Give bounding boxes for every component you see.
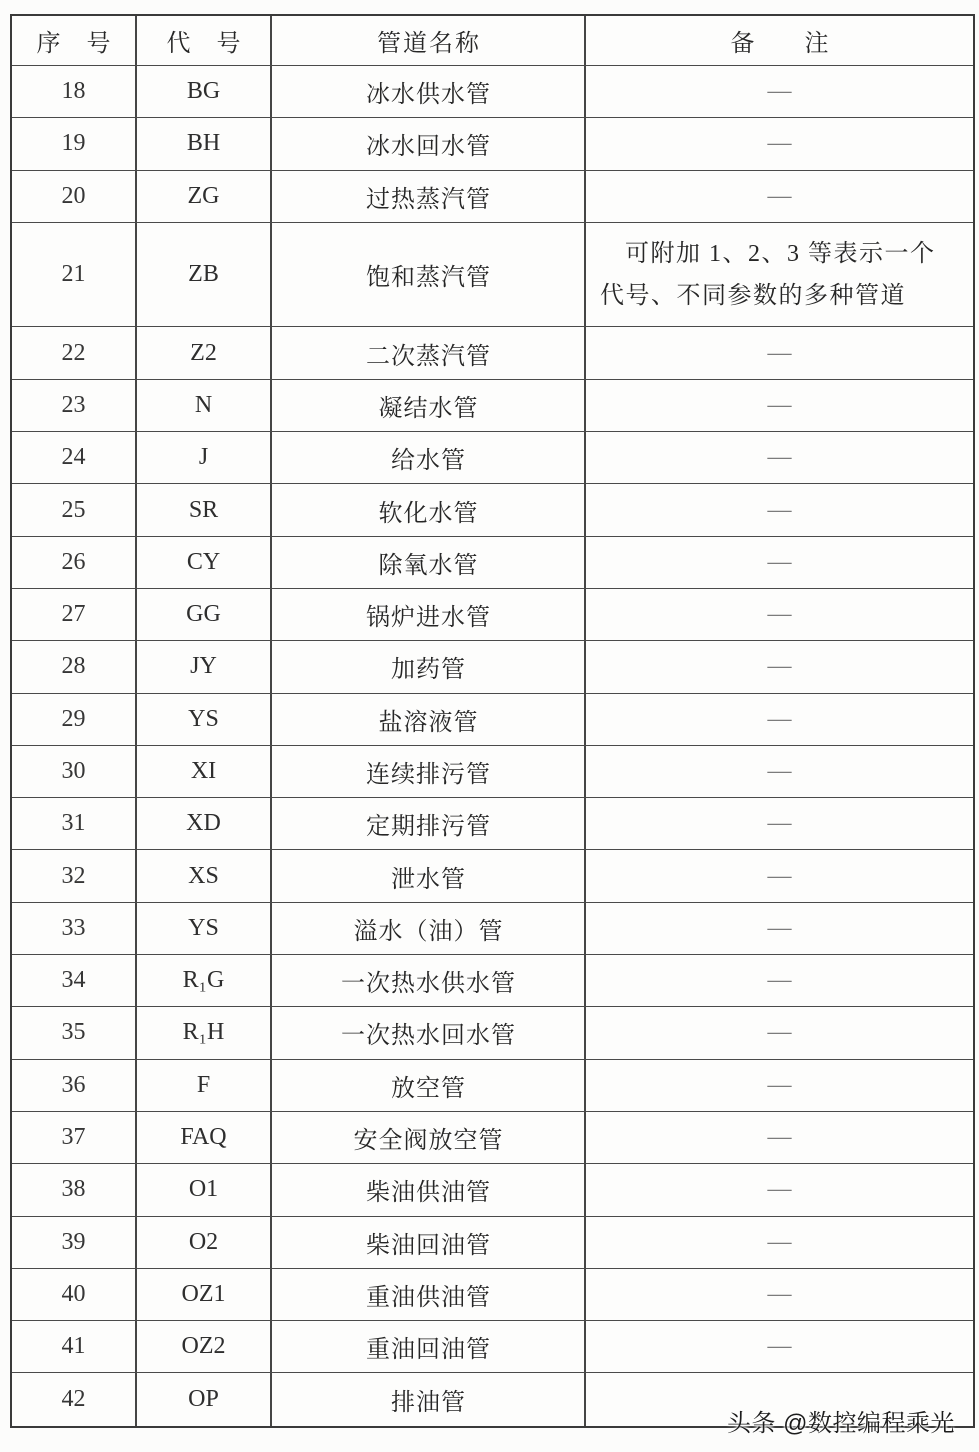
table-row <box>12 694 973 746</box>
remark: — <box>767 78 792 105</box>
remark: — <box>767 444 792 471</box>
row-number: 32 <box>12 850 137 901</box>
remark: — <box>767 914 792 941</box>
pipe-name: 盐溶液管 <box>272 694 586 745</box>
row-number: 23 <box>12 380 137 431</box>
row-number: 42 <box>12 1373 137 1425</box>
pipe-code: SR <box>137 484 272 535</box>
pipe-name: 定期排污管 <box>272 798 586 849</box>
row-number: 35 <box>12 1007 137 1058</box>
row-number: 27 <box>12 589 137 640</box>
pipe-code: YS <box>137 694 272 745</box>
pipe-code: BG <box>137 66 272 117</box>
pipe-name: 锅炉进水管 <box>272 589 586 640</box>
pipe-code: YS <box>137 903 272 954</box>
remark: — <box>767 496 792 523</box>
remark <box>586 223 973 327</box>
pipe-code: BH <box>137 118 272 169</box>
row-number: 18 <box>12 66 137 117</box>
pipe-name: 饱和蒸汽管 <box>272 223 586 327</box>
pipe-code: J <box>137 432 272 483</box>
remark: — <box>767 967 792 994</box>
row-number: 34 <box>12 955 137 1006</box>
table-row <box>12 589 973 641</box>
pipe-code: XS <box>137 850 272 901</box>
remark: — <box>767 391 792 418</box>
table-row <box>12 1060 973 1112</box>
row-number: 24 <box>12 432 137 483</box>
pipe-name: 柴油回油管 <box>272 1217 586 1268</box>
header-no: 序 号 <box>12 16 137 65</box>
remark-line: 可附加 1、2、3 等表示一个 <box>625 240 936 267</box>
pipe-name: 给水管 <box>272 432 586 483</box>
row-number: 38 <box>12 1164 137 1215</box>
pipe-code: XD <box>137 798 272 849</box>
row-number: 19 <box>12 118 137 169</box>
remark: — <box>767 653 792 680</box>
pipe-code: F <box>137 1060 272 1111</box>
row-number: 36 <box>12 1060 137 1111</box>
pipe-name: 连续排污管 <box>272 746 586 797</box>
header-remark: 备 注 <box>730 31 851 57</box>
remark: — <box>767 758 792 784</box>
table-row <box>12 223 973 328</box>
table-row <box>12 1321 973 1373</box>
pipe-code: FAQ <box>137 1112 272 1163</box>
row-number: 29 <box>12 694 137 745</box>
pipe-name: 过热蒸汽管 <box>272 171 586 222</box>
table-row <box>12 1112 973 1164</box>
pipe-name: 重油供油管 <box>272 1269 586 1320</box>
row-number: 25 <box>12 484 137 535</box>
row-number: 41 <box>12 1321 137 1372</box>
remark: — <box>767 705 792 732</box>
pipe-code: R₁G <box>137 955 272 1006</box>
remark: — <box>767 1333 792 1360</box>
row-number: 26 <box>12 537 137 588</box>
pipe-code: O2 <box>137 1217 272 1268</box>
pipe-code: O1 <box>137 1164 272 1215</box>
table-row <box>12 171 973 223</box>
pipe-name: 冰水回水管 <box>272 118 586 169</box>
table-row <box>12 66 973 118</box>
row-number: 37 <box>12 1112 137 1163</box>
pipe-code: JY <box>137 641 272 692</box>
row-number: 30 <box>12 746 137 797</box>
table-header <box>12 16 973 66</box>
row-number: 31 <box>12 798 137 849</box>
table-row <box>12 118 973 170</box>
remark: — <box>767 1280 792 1307</box>
watermark: 头条 @数控编程乘光 <box>727 1410 956 1437</box>
row-number: 40 <box>12 1269 137 1320</box>
remark: — <box>767 601 792 628</box>
remark: — <box>767 1071 792 1098</box>
remark: — <box>767 130 792 157</box>
table-row <box>12 1269 973 1321</box>
pipe-code: CY <box>137 537 272 588</box>
row-number: 28 <box>12 641 137 692</box>
pipe-code: N <box>137 380 272 431</box>
pipe-name: 一次热水回水管 <box>272 1007 586 1058</box>
remark-line: 代号、不同参数的多种管道 <box>600 282 906 309</box>
table-row <box>12 746 973 798</box>
pipe-name: 二次蒸汽管 <box>272 327 586 378</box>
pipe-name: 重油回油管 <box>272 1321 586 1372</box>
table-row <box>12 432 973 484</box>
table-row <box>12 955 973 1007</box>
pipe-code: R₁H <box>137 1007 272 1058</box>
pipe-name: 软化水管 <box>272 484 586 535</box>
table-row <box>12 1164 973 1216</box>
header-code: 代 号 <box>137 16 272 65</box>
table-row <box>12 1007 973 1059</box>
header-pipe-name: 管道名称 <box>272 16 586 65</box>
table-row <box>12 903 973 955</box>
remark: — <box>767 1124 792 1151</box>
remark: — <box>767 1228 792 1255</box>
row-number: 22 <box>12 327 137 378</box>
pipe-name: 冰水供水管 <box>272 66 586 117</box>
pipe-name: 凝结水管 <box>272 380 586 431</box>
pipe-name: 柴油供油管 <box>272 1164 586 1215</box>
row-number: 39 <box>12 1217 137 1268</box>
table-row <box>12 380 973 432</box>
remark: — <box>767 862 792 889</box>
pipe-code: OZ1 <box>137 1269 272 1320</box>
pipe-code: OP <box>137 1373 272 1425</box>
row-number: 21 <box>12 223 137 327</box>
remark: — <box>767 182 792 209</box>
row-number: 33 <box>12 903 137 954</box>
remark: — <box>767 339 792 366</box>
pipe-name: 除氧水管 <box>272 537 586 588</box>
remark: — <box>767 548 792 575</box>
table-row <box>12 641 973 693</box>
pipe-code: GG <box>137 589 272 640</box>
pipe-code: OZ2 <box>137 1321 272 1372</box>
table-row <box>12 850 973 902</box>
table-row <box>12 327 973 379</box>
remark: — <box>767 1019 792 1046</box>
pipe-code: ZB <box>137 223 272 327</box>
remark: — <box>767 1176 792 1203</box>
pipe-code: XI <box>137 746 272 797</box>
table-row <box>12 1217 973 1269</box>
table-row <box>12 484 973 536</box>
pipe-name: 加药管 <box>272 641 586 692</box>
pipe-code: Z2 <box>137 327 272 378</box>
pipe-name: 排油管 <box>272 1373 586 1425</box>
table-row <box>12 537 973 589</box>
pipe-code: ZG <box>137 171 272 222</box>
pipe-name: 溢水（油）管 <box>272 903 586 954</box>
pipe-name: 一次热水供水管 <box>272 955 586 1006</box>
pipe-code-table <box>10 14 975 1428</box>
table-row <box>12 798 973 850</box>
pipe-name: 安全阀放空管 <box>272 1112 586 1163</box>
pipe-name: 放空管 <box>272 1060 586 1111</box>
remark: — <box>767 810 792 837</box>
pipe-name: 泄水管 <box>272 850 586 901</box>
row-number: 20 <box>12 171 137 222</box>
